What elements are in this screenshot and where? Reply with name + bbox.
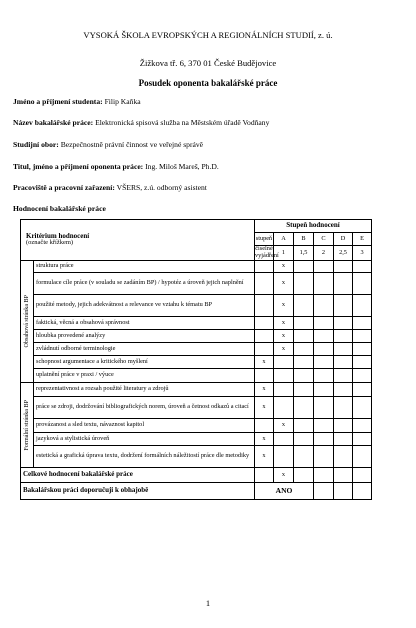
mark-cell [255,317,274,330]
recommend-row [21,483,372,500]
mark-cell [274,446,294,468]
grade-cell: D [334,233,353,246]
mark-cell [294,397,314,419]
mark-cell: x [255,433,274,446]
document-title: Posudek oponenta bakalářské práce [138,78,278,88]
mark-cell [314,433,334,446]
criterion-text: práce se zdroji, dodržování bibliografických norem, úroveň a četnost odkazů a citací [34,397,255,419]
mark-cell [314,356,334,369]
field-label: Pracoviště a pracovní zařazení: [13,183,115,192]
mark-cell: x [274,261,294,273]
criterion-text: provázanost a sled textu, návaznost kapitol [34,419,255,433]
school-address: Žižkova tř. 6, 370 01 České Budějovice [139,58,277,68]
mark-cell [353,433,372,446]
mark-cell [353,369,372,383]
field-student [13,97,141,106]
mark-cell [314,397,334,419]
field-value: Filip Kaňka [104,97,141,106]
criteria-title: Kritérium hodnocení [26,231,90,240]
criteria-row [21,419,372,433]
mark-cell [255,343,274,356]
mark-cell [353,343,372,356]
criteria-row [21,343,372,356]
mark-cell: x [274,295,294,317]
field-workplace [13,183,207,192]
mark-cell [334,397,353,419]
field-thesis-title [13,118,269,127]
mark-cell [255,295,274,317]
mark-cell [334,369,353,383]
field-opponent [13,162,219,171]
mark-cell: x [274,419,294,433]
table-header-row [21,220,372,233]
evaluation-table [20,219,372,500]
mark-cell [353,468,372,483]
school-name: VYSOKÁ ŠKOLA EVROPSKÝCH A REGIONÁLNÍCH STUDIÍ, z. ú. [83,30,333,40]
mark-cell [353,397,372,419]
numeric-cell: 2,5 [334,246,353,261]
field-label: Titul, jméno a příjmení oponenta práce: [13,162,144,171]
criteria-row [21,317,372,330]
recommend-label: Bakalářskou práci doporučuji k obhajobě [21,483,255,500]
mark-cell [314,343,334,356]
mark-cell [294,343,314,356]
mark-cell [274,397,294,419]
numeric-label: číselné vyjádření [255,245,279,259]
criteria-subtitle: (označte křížkem) [26,239,74,247]
overall-label: Celkové hodnocení bakalářské práce [21,468,255,483]
mark-cell [334,468,353,483]
mark-cell [334,446,353,468]
group-label-cell [21,261,34,383]
mark-cell [334,330,353,343]
field-label: Jméno a příjmení studenta: [13,97,103,106]
mark-cell: x [274,468,294,483]
mark-cell [294,468,314,483]
mark-cell [255,261,274,273]
mark-cell [274,356,294,369]
recommend-value: ANO [255,483,314,500]
mark-cell [274,369,294,383]
grade-cell: C [314,233,334,246]
mark-cell [334,419,353,433]
empty-cell [314,483,334,500]
mark-cell [334,356,353,369]
mark-cell [274,383,294,397]
mark-cell: x [255,446,274,468]
criteria-row [21,369,372,383]
mark-cell: x [274,343,294,356]
mark-cell [294,446,314,468]
mark-cell [294,295,314,317]
mark-cell [294,273,314,295]
criteria-row [21,330,372,343]
mark-cell [314,419,334,433]
mark-cell [255,273,274,295]
mark-cell [294,383,314,397]
mark-cell [314,383,334,397]
field-value: Elektronická spisová služba na Městském úřadě Vodňany [95,118,270,127]
mark-cell [353,261,372,273]
criterion-text: použité metody, jejich adekvátnost a relevance ve vztahu k tématu BP [34,295,255,317]
criterion-text: struktura práce [34,261,255,273]
criterion-text: jazyková a stylistická úroveň [34,433,255,446]
field-value: Ing. Miloš Mareš, Ph.D. [145,162,219,171]
mark-cell [334,383,353,397]
criteria-row [21,383,372,397]
mark-cell [334,433,353,446]
grade-cell: A [274,233,294,246]
criterion-text: reprezentativnost a rozsah použité literatury a zdrojů [34,383,255,397]
field-label: Studijní obor: [13,140,59,149]
mark-cell: x [255,397,274,419]
mark-cell [274,433,294,446]
mark-cell [353,383,372,397]
criteria-row [21,446,372,468]
numeric-cell: 2 [314,246,334,261]
criterion-text: hloubka provedené analýzy [34,330,255,343]
page-number: 1 [205,598,211,608]
numeric-cell: 1 [274,246,294,261]
field-value: VŠERS, z.ú. odborný asistent [116,183,207,192]
mark-cell: x [255,356,274,369]
mark-cell [294,356,314,369]
mark-cell [353,273,372,295]
mark-cell [314,295,334,317]
empty-cell [353,483,372,500]
mark-cell [314,317,334,330]
mark-cell [334,343,353,356]
field-value: Bezpečnostně právní činnost ve veřejné správě [60,140,204,149]
group-label-cell [21,383,34,468]
criteria-header [21,220,255,261]
mark-cell [294,369,314,383]
criteria-row [21,295,372,317]
mark-cell [353,446,372,468]
mark-cell [314,369,334,383]
mark-cell [353,356,372,369]
criteria-row [21,356,372,369]
mark-cell [294,433,314,446]
criterion-text: formulace cíle práce (v souladu se zadáním BP) / hypotéz a úroveň jejich naplnění [34,273,255,295]
mark-cell [294,317,314,330]
mark-cell [334,273,353,295]
field-label: Název bakalářské práce: [13,118,94,127]
mark-cell [294,330,314,343]
numeric-cell: 3 [353,246,372,261]
mark-cell [353,419,372,433]
group-label: Formální stránka BP [23,399,30,451]
mark-cell [314,468,334,483]
mark-cell [255,330,274,343]
grade-cell: E [353,233,372,246]
criteria-row [21,261,372,273]
criterion-text: uplatnění práce v praxi / výuce [34,369,255,383]
criteria-row [21,397,372,419]
mark-cell [334,295,353,317]
mark-cell [353,295,372,317]
criteria-row [21,273,372,295]
mark-cell [353,330,372,343]
mark-cell [294,419,314,433]
criterion-text: schopnost argumentace a kritického myšlení [34,356,255,369]
mark-cell [314,330,334,343]
overall-row [21,468,372,483]
field-study-program [13,140,203,149]
grade-cell: B [294,233,314,246]
numeric-cell: 1,5 [294,246,314,261]
empty-cell [334,483,353,500]
criterion-text: faktická, věcná a obsahová správnost [34,317,255,330]
mark-cell: x [274,273,294,295]
mark-cell [314,273,334,295]
mark-cell [255,419,274,433]
criteria-row [21,433,372,446]
mark-cell [353,317,372,330]
criterion-text: zvládnutí odborné terminologie [34,343,255,356]
group-label: Obsahová stránka BP [23,295,30,348]
mark-cell: x [274,317,294,330]
mark-cell [314,261,334,273]
mark-cell [255,369,274,383]
mark-cell: x [274,330,294,343]
mark-cell [294,261,314,273]
scale-title: Stupeň hodnocení [255,220,372,233]
mark-cell [334,261,353,273]
mark-cell: x [255,383,274,397]
mark-cell [255,468,274,483]
evaluation-section-title: Hodnocení bakalářské práce [13,204,106,213]
mark-cell [314,446,334,468]
grade-label: stupeň [255,233,274,246]
criterion-text: estetická a grafická úprava textu, dodržení formálních náležitostí práce dle metodiky [34,446,255,468]
mark-cell [334,317,353,330]
